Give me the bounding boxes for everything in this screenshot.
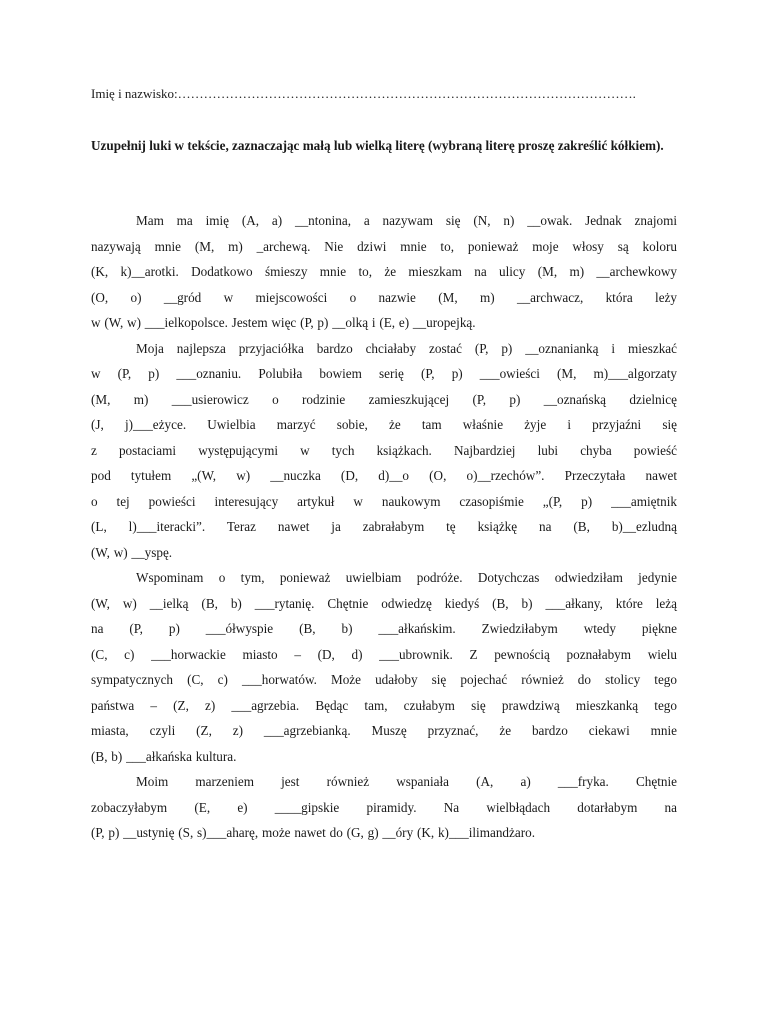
instruction-text: Uzupełnij luki w tekście, zaznaczając małą lub wielką literę (wybraną literę proszę zakreślić kółkiem). (91, 138, 664, 153)
text-line: (M, m) ___usierowicz o rodzinie zamieszkującej (P, p) __oznańską dzielnicę (91, 391, 677, 407)
text-line: (J, j)___eżyce. Uwielbia marzyć sobie, że tam właśnie żyje i przyjaźni się (91, 417, 677, 432)
text-line: państwa – (Z, z) ___agrzebia. Będąc tam, czułabym się prawdziwą mieszkanką tego (91, 697, 677, 713)
text-line: z postaciami występującymi w tych książkach. Najbardziej lubi chyba powieść (91, 442, 677, 458)
name-field-label: Imię i nazwisko:……………………………………………………………………………………………. (91, 86, 636, 101)
text-line: w (P, p) ___oznaniu. Polubiła bowiem serię (P, p) ___owieści (M, m)___algorzaty (91, 366, 677, 381)
text-line: sympatycznych (C, c) ___horwatów. Może udałoby się pojechać również do stolicy tego (91, 672, 677, 687)
text-line: nazywają mnie (M, m) _archewą. Nie dziwi mnie to, ponieważ moje włosy są koloru (91, 238, 677, 254)
text-line: o tej powieści interesujący artykuł w naukowym czasopiśmie „(P, p) ___amiętnik (91, 493, 677, 509)
text-line: (K, k)__arotki. Dodatkowo śmieszy mnie to, że mieszkam na ulicy (M, m) __archewkowy (91, 264, 677, 279)
text-line: Wspominam o tym, ponieważ uwielbiam podróże. Dotychczas odwiedziłam jedynie (136, 570, 677, 585)
text-line: (O, o) __gród w miejscowości o nazwie (M, m) __archwacz, która leży (91, 289, 677, 305)
text-line: (B, b) ___ałkańska kultura. (91, 748, 237, 764)
text-line: na (P, p) ___ółwyspie (B, b) ___ałkańskim. Zwiedziłabym wtedy piękne (91, 621, 677, 636)
text-line: (L, l)___iteracki”. Teraz nawet ja zabrałabym tę książkę na (B, b)__ezludną (91, 519, 677, 534)
text-line: pod tytułem „(W, w) __nuczka (D, d)__o (O, o)__rzechów”. Przeczytała nawet (91, 468, 677, 483)
text-line: miasta, czyli (Z, z) ___agrzebianką. Muszę przyznać, że bardzo ciekawi mnie (91, 723, 677, 738)
exercise-text (91, 208, 677, 846)
text-line: w (W, w) ___ielkopolsce. Jestem więc (P, p) __olką i (E, e) __uropejką. (91, 315, 476, 330)
text-line: (C, c) ___horwackie miasto – (D, d) ___ubrownik. Z pewnością poznałabym wielu (91, 646, 677, 662)
text-line: Mam ma imię (A, a) __ntonina, a nazywam się (N, n) __owak. Jednak znajomi (136, 213, 677, 228)
text-line: (W, w) __ielką (B, b) ___rytanię. Chętnie odwiedzę kiedyś (B, b) ___ałkany, które leżą (91, 595, 677, 611)
text-line: Moja najlepsza przyjaciółka bardzo chciałaby zostać (P, p) __oznanianką i mieszkać (136, 340, 677, 356)
text-line: zobaczyłabym (E, e) ____gipskie piramidy. Na wielbłądach dotarłabym na (91, 799, 677, 815)
text-line: (W, w) __yspę. (91, 544, 173, 560)
text-line: (P, p) __ustynię (S, s)___aharę, może nawet do (G, g) __óry (K, k)___ilimandżaro. (91, 825, 536, 840)
text-line: Moim marzeniem jest również wspaniała (A, a) ___fryka. Chętnie (136, 774, 677, 789)
